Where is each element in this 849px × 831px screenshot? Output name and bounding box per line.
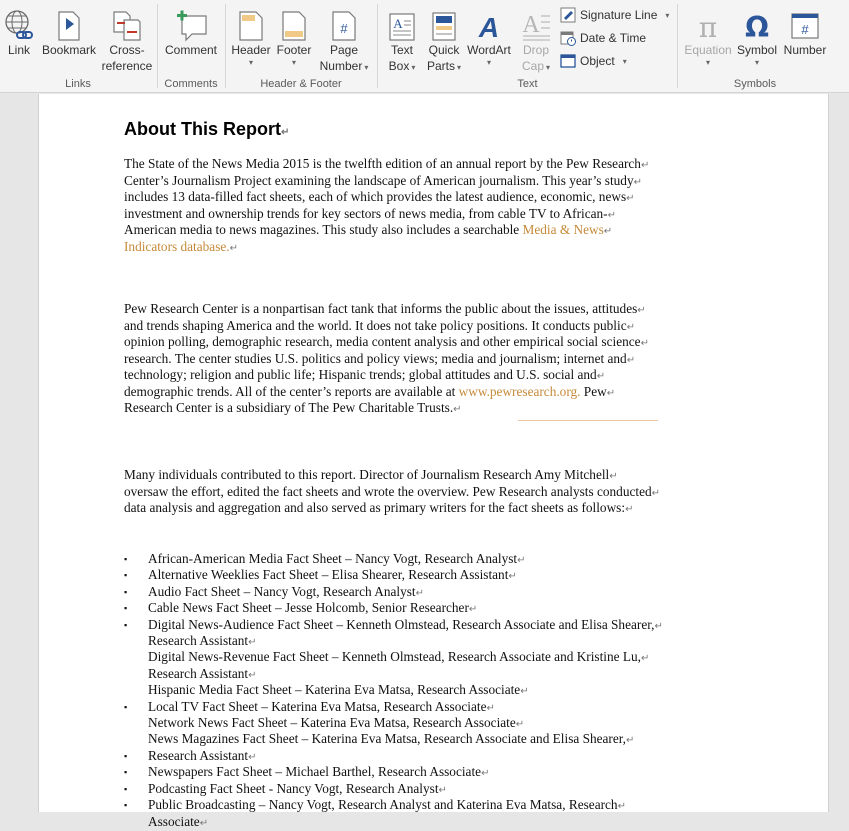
drop-cap-button[interactable] [516, 2, 556, 76]
indicators-database-link[interactable]: Indicators database. [124, 238, 230, 254]
footer-icon [274, 2, 314, 42]
paragraph-mark: ↵ [596, 371, 606, 382]
text-box-label-text: Box [388, 59, 410, 73]
drop-cap-icon [516, 2, 556, 42]
link-button[interactable] [2, 2, 36, 58]
cross-reference-label-2: reference [101, 59, 153, 73]
paragraph-mark: ↵ [468, 604, 478, 616]
paragraph-mark: ↵ [229, 242, 238, 254]
list-item-text: Hispanic Media Fact Sheet – Katerina Eva Matsa, Research Associate [148, 682, 521, 698]
list-item[interactable] [124, 782, 724, 798]
paragraph-mark: ↵ [617, 801, 626, 813]
text-line [124, 368, 694, 385]
quick-parts-label-1: Quick [428, 43, 460, 57]
object-icon [560, 53, 576, 69]
svg-text:A: A [478, 12, 500, 43]
line-text: includes 13 data-filled fact sheets, each of which provides the latest audience, economic, news [124, 189, 627, 204]
list-item-text: Newspapers Fact Sheet – Michael Barthel, Research Associate [148, 764, 482, 780]
header-footer-group [226, 0, 376, 93]
paragraph-mark: ↵ [415, 587, 425, 599]
header-label: Header [231, 43, 271, 57]
bullet-marker: ▪ [124, 701, 128, 712]
list-item[interactable] [124, 552, 724, 568]
page-number-label-text: Number [319, 59, 363, 73]
list-item[interactable] [124, 618, 724, 634]
line-text: technology; religion and public life; Hispanic trends; global attitudes and U.S. social and [124, 367, 597, 382]
links-group [0, 0, 156, 93]
list-item[interactable] [124, 585, 724, 601]
equation-label: Equation [684, 43, 732, 57]
paragraph-mark: ↵ [651, 487, 661, 499]
paragraph-mark: ↵ [486, 702, 495, 714]
svg-text:A: A [393, 16, 403, 31]
number-label: Number [783, 43, 827, 57]
quick-parts-button[interactable] [424, 2, 464, 76]
paragraph-mark: ↵ [654, 620, 663, 632]
drop-cap-label-1: Drop [522, 43, 549, 57]
paragraph-mark: ↵ [609, 471, 618, 482]
svg-text:#: # [340, 21, 348, 36]
comment-label: Comment [164, 43, 217, 57]
date-time-button[interactable] [560, 28, 646, 48]
list-item[interactable] [124, 700, 724, 716]
list-item-text: Audio Fact Sheet – Nancy Vogt, Research Analyst [148, 583, 416, 599]
title-text: About This Report [124, 119, 281, 139]
paragraph-mark: ↵ [515, 719, 525, 731]
line-text: opinion polling, demographic research, media content analysis and other empirical social science [124, 334, 641, 349]
bookmark-label: Bookmark [41, 43, 97, 57]
document-canvas [0, 94, 849, 829]
cross-reference-icon [100, 2, 154, 42]
text-box-dropdown-icon: ▾ [411, 63, 416, 72]
line-text: Research Center is a subsidiary of The Pew Charitable Trusts. [124, 400, 454, 415]
object-label: Object [580, 54, 615, 68]
list-item-text: Alternative Weeklies Fact Sheet – Elisa Shearer, Research Assistant [148, 567, 509, 583]
text-line [124, 352, 694, 369]
list-item[interactable] [124, 601, 724, 617]
list-item[interactable] [124, 568, 724, 584]
paragraph-mark: ↵ [606, 387, 616, 399]
paragraph-mark: ↵ [280, 127, 290, 138]
horizontal-rule [518, 420, 658, 421]
comments-group [158, 0, 224, 93]
paragraph-mark: ↵ [607, 209, 616, 221]
line-text: demographic trends. All of the center’s reports are available at [124, 383, 459, 399]
list-item[interactable] [124, 683, 724, 699]
list-item[interactable] [124, 732, 724, 748]
number-hash-icon [780, 2, 830, 42]
symbol-label: Symbol [736, 43, 777, 57]
drop-cap-dropdown-icon: ▾ [546, 63, 551, 72]
drop-cap-label-text: Cap [521, 59, 544, 73]
paragraph-mark: ↵ [625, 504, 634, 515]
list-item-text: Research Assistant [148, 747, 249, 763]
text-line [124, 174, 694, 191]
bullet-marker: ▪ [124, 800, 128, 811]
page-number-button[interactable] [314, 2, 374, 76]
svg-text:A: A [522, 12, 540, 38]
paragraph-mark: ↵ [640, 653, 650, 665]
cross-reference-button[interactable] [100, 2, 154, 74]
line-text: investment and ownership trends for key sectors of news media, from cable TV to African- [124, 205, 608, 221]
signature-line-icon [560, 7, 576, 23]
signature-line-button[interactable] [560, 5, 669, 25]
bullet-marker: ▪ [124, 570, 128, 581]
paragraph-mark: ↵ [508, 571, 517, 583]
list-item[interactable] [124, 765, 724, 781]
paragraph-mark: ↵ [199, 817, 209, 829]
paragraph-mark: ↵ [517, 555, 526, 566]
line-text: and trends shaping America and the world. It does not take policy positions. It conducts public [124, 317, 627, 333]
cross-reference-label-1: Cross- [109, 43, 145, 57]
text-line [124, 302, 694, 319]
line-text: Center’s Journalism Project examining the landscape of American journalism. This year’s study [124, 172, 634, 188]
header-footer-group-label: Header & Footer [260, 78, 342, 90]
line-text: Pew [580, 383, 607, 399]
document-page[interactable] [38, 94, 829, 829]
insert-ribbon [0, 0, 849, 93]
omega-symbol-icon [734, 2, 780, 42]
quick-parts-dropdown-icon: ▾ [457, 63, 462, 72]
text-box-label-1: Text [390, 43, 413, 57]
wordart-dropdown-icon: ▾ [486, 58, 491, 67]
paragraph-mark: ↵ [633, 176, 642, 188]
text-line [124, 468, 694, 485]
wordart-icon [464, 2, 514, 42]
line-text: American media to news magazines. This study also includes a searchable [124, 222, 523, 237]
list-item-text: Digital News-Audience Fact Sheet – Kenneth Olmstead, Research Associate and Elisa Shearer, [148, 616, 655, 632]
equation-dropdown-icon: ▾ [705, 58, 710, 67]
list-item[interactable] [124, 634, 724, 650]
paragraph-contributors[interactable] [124, 468, 694, 518]
document-title[interactable] [124, 119, 289, 140]
bullet-marker: ▪ [124, 586, 128, 597]
comments-group-label: Comments [164, 78, 218, 90]
list-item[interactable] [124, 716, 724, 732]
text-box-icon [380, 2, 424, 42]
symbols-group [678, 0, 832, 93]
object-button[interactable] [560, 51, 627, 71]
list-item[interactable] [124, 667, 724, 683]
date-time-label: Date & Time [580, 31, 647, 45]
paragraph-mark: ↵ [637, 305, 646, 316]
paragraph-mark: ↵ [626, 321, 635, 333]
text-group-label: Text [517, 78, 538, 90]
line-text: Pew Research Center is a nonpartisan fact tank that informs the public about the issues, attitudes [124, 301, 638, 316]
list-item[interactable] [124, 798, 724, 814]
new-comment-icon [160, 2, 222, 42]
symbol-button[interactable] [734, 2, 780, 68]
text-line [124, 190, 694, 207]
text-line [124, 501, 694, 518]
wordart-label: WordArt [467, 43, 511, 57]
footer-label: Footer [276, 43, 312, 57]
paragraph-mark: ↵ [248, 637, 257, 649]
line-text: The State of the News Media 2015 is the twelfth edition of an annual report by the Pew Research [124, 156, 641, 171]
paragraph-mark: ↵ [626, 735, 635, 747]
list-item-text: Associate [148, 813, 200, 829]
bookmark-icon [40, 2, 98, 42]
bullet-marker: ▪ [124, 619, 128, 630]
header-button[interactable] [228, 2, 274, 68]
text-line [124, 207, 694, 224]
paragraph-mark: ↵ [481, 768, 490, 780]
text-line [124, 240, 694, 257]
fact-sheet-list[interactable] [124, 552, 724, 831]
list-item-text: Public Broadcasting – Nancy Vogt, Research Analyst and Katerina Eva Matsa, Research [148, 797, 618, 813]
wordart-button[interactable] [464, 2, 514, 68]
number-button[interactable] [780, 2, 830, 58]
globe-link-icon [2, 2, 36, 42]
calendar-clock-icon [560, 30, 576, 46]
list-item[interactable] [124, 650, 724, 666]
paragraph-mark: ↵ [603, 226, 613, 237]
line-text: research. The center studies U.S. politics and policy views; media and journalism; internet and [124, 350, 627, 366]
page-number-dropdown-icon: ▾ [364, 63, 369, 72]
svg-text:#: # [801, 22, 809, 37]
list-item-text: Podcasting Fact Sheet - Nancy Vogt, Research Analyst [148, 780, 439, 796]
signature-line-label: Signature Line [580, 8, 658, 22]
svg-text:π: π [698, 11, 718, 44]
list-item-text: Research Assistant [148, 665, 249, 681]
paragraph-mark: ↵ [626, 354, 636, 366]
line-text: data analysis and aggregation and also served as primary writers for the fact sheets as follows: [124, 500, 626, 515]
media-news-indicators-link[interactable]: Media & News [522, 222, 604, 237]
list-item-text: Cable News Fact Sheet – Jesse Holcomb, Senior Researcher [148, 600, 469, 616]
quick-parts-label-2 [424, 58, 464, 76]
list-item-text: News Magazines Fact Sheet – Katerina Eva Matsa, Research Associate and Elisa Shearer, [148, 731, 626, 747]
list-item-text: Research Assistant [148, 633, 249, 649]
list-item-text: African-American Media Fact Sheet – Nancy Vogt, Research Analyst [148, 551, 518, 566]
link-label: Link [7, 43, 30, 57]
footer-dropdown-icon: ▾ [291, 58, 296, 67]
paragraph-mark: ↵ [626, 193, 635, 204]
equation-button[interactable] [682, 2, 734, 68]
list-item[interactable] [124, 749, 724, 765]
links-group-label: Links [65, 78, 91, 90]
list-item-text: Digital News-Revenue Fact Sheet – Kenneth Olmstead, Research Associate and Kristine Lu, [148, 649, 641, 665]
paragraph-about-pew[interactable] [124, 302, 694, 418]
svg-text:Ω: Ω [745, 11, 769, 44]
quick-parts-label-text: Parts [426, 59, 455, 73]
paragraph-mark: ↵ [438, 784, 447, 796]
drop-cap-label-2 [516, 58, 556, 76]
text-line [124, 157, 694, 174]
bullet-marker: ▪ [124, 767, 128, 778]
paragraph-mark: ↵ [248, 669, 257, 681]
text-line [124, 335, 694, 352]
paragraph-mark: ↵ [453, 404, 462, 415]
comment-button[interactable] [160, 2, 222, 58]
symbols-group-label: Symbols [733, 78, 777, 90]
text-line [124, 401, 694, 418]
paragraph-mark: ↵ [248, 751, 257, 763]
header-icon [228, 2, 274, 42]
paragraph-report-intro[interactable] [124, 157, 694, 256]
bullet-marker: ▪ [124, 750, 128, 761]
line-text: Many individuals contributed to this report. Director of Journalism Research Amy Mitchell [124, 467, 610, 482]
pewresearch-link[interactable]: www.pewresearch.org. [458, 383, 581, 399]
page-number-label-2 [314, 58, 374, 76]
text-line [124, 485, 694, 502]
paragraph-mark: ↵ [640, 338, 649, 349]
footer-button[interactable] [274, 2, 314, 68]
page-number-label-1: Page [329, 43, 359, 57]
text-line [124, 385, 694, 402]
header-dropdown-icon: ▾ [248, 58, 253, 67]
text-line [124, 223, 694, 240]
text-group [378, 0, 677, 93]
bookmark-button[interactable] [40, 2, 98, 58]
bullet-marker: ▪ [124, 554, 128, 564]
list-item-text: Network News Fact Sheet – Katerina Eva Matsa, Research Associate [148, 715, 516, 731]
symbol-dropdown-icon: ▾ [754, 58, 759, 67]
page-number-icon [314, 2, 374, 42]
list-item[interactable] [124, 815, 724, 831]
paragraph-mark: ↵ [640, 160, 650, 171]
signature-line-dropdown-icon: ▾ [665, 10, 670, 20]
text-line [124, 319, 694, 336]
text-box-button[interactable] [380, 2, 424, 76]
bullet-marker: ▪ [124, 603, 128, 614]
list-item-text: Local TV Fact Sheet – Katerina Eva Matsa, Research Associate [148, 698, 487, 714]
bullet-marker: ▪ [124, 783, 128, 794]
quick-parts-icon [424, 2, 464, 42]
line-text: oversaw the effort, edited the fact sheets and wrote the overview. Pew Research analysts conducted [124, 483, 652, 499]
text-box-label-2 [380, 58, 424, 76]
object-dropdown-icon: ▾ [622, 56, 627, 66]
pi-equation-icon [682, 2, 734, 42]
paragraph-mark: ↵ [520, 686, 529, 698]
